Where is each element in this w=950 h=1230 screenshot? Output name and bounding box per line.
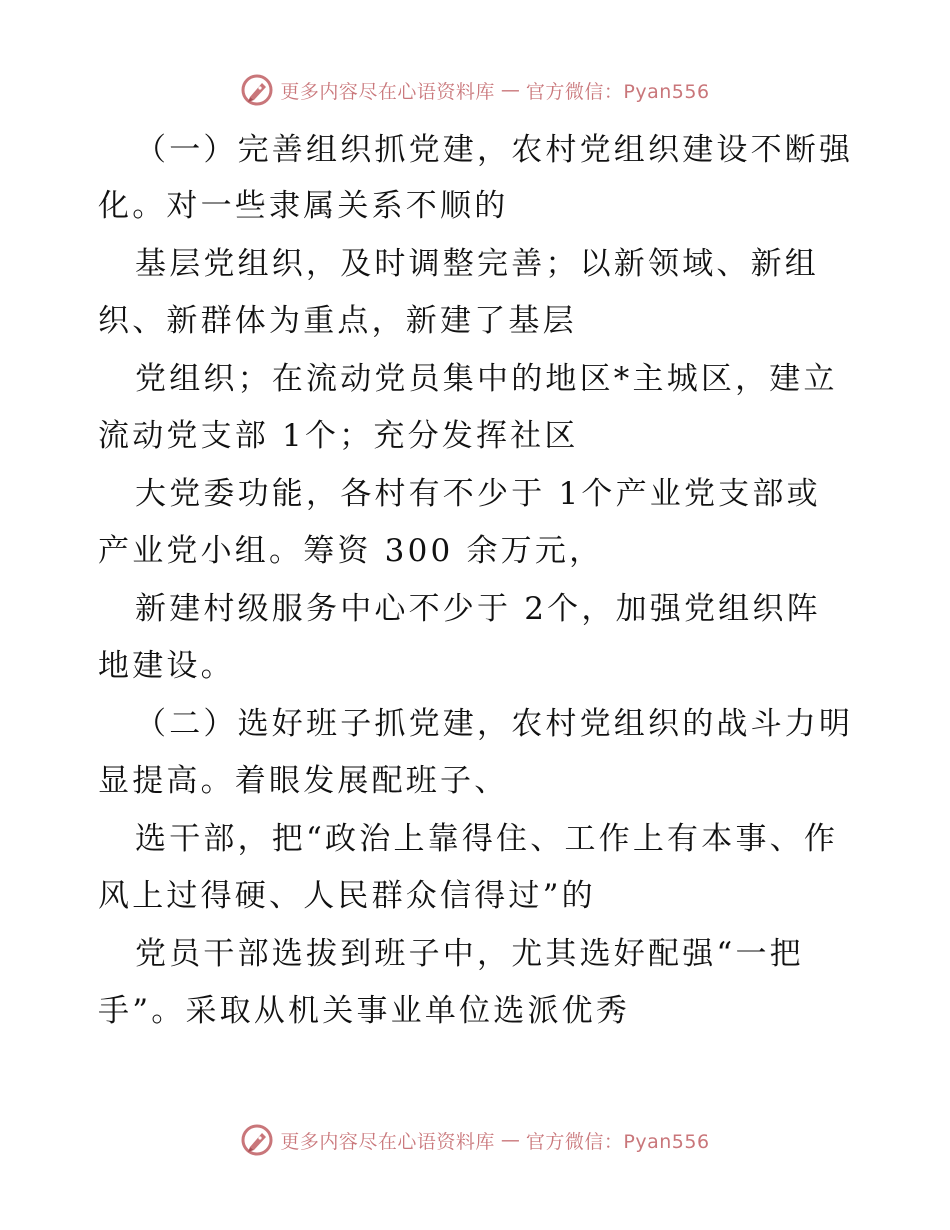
body-line: 党组织；在流动党员集中的地区*主城区，建立 — [135, 361, 838, 397]
body-line: 流动党支部 1个；充分发挥社区 — [98, 418, 579, 454]
header-banner — [0, 70, 950, 110]
body-line: 产业党小组。筹资 300 余万元， — [98, 533, 604, 569]
body-line: 风上过得硬、人民群众信得过”的 — [98, 878, 596, 914]
body-line: 显提高。着眼发展配班子、 — [98, 763, 509, 799]
body-line: 化。对一些隶属关系不顺的 — [98, 188, 509, 224]
body-line: 地建设。 — [98, 648, 235, 684]
banner-separator: — — [500, 1129, 520, 1151]
banner-wechat-text: 官方微信：Pyan556 — [525, 1130, 710, 1153]
body-line: （二）选好班子抓党建，农村党组织的战斗力明 — [135, 706, 854, 742]
body-line: （一）完善组织抓党建，农村党组织建设不断强 — [135, 132, 854, 168]
body-line: 手”。采取从机关事业单位选派优秀 — [98, 993, 631, 1029]
body-line: 织、新群体为重点，新建了基层 — [98, 303, 577, 339]
banner-separator: — — [500, 79, 520, 101]
body-line: 党员干部选拔到班子中，尤其选好配强“一把 — [135, 936, 804, 972]
body-line: 基层党组织，及时调整完善；以新领域、新组 — [135, 246, 819, 282]
pen-nib-icon — [240, 1123, 274, 1157]
banner-main-text: 更多内容尽在心语资料库 — [280, 1130, 495, 1153]
pen-nib-icon — [240, 73, 274, 107]
body-line: 选干部，把“政治上靠得住、工作上有本事、作 — [135, 821, 839, 857]
banner-wechat-text: 官方微信：Pyan556 — [525, 80, 710, 103]
body-line: 新建村级服务中心不少于 2个，加强党组织阵 — [135, 591, 821, 627]
footer-banner — [0, 1120, 950, 1160]
body-line: 大党委功能，各村有不少于 1个产业党支部或 — [135, 476, 821, 512]
banner-main-text: 更多内容尽在心语资料库 — [280, 80, 495, 103]
